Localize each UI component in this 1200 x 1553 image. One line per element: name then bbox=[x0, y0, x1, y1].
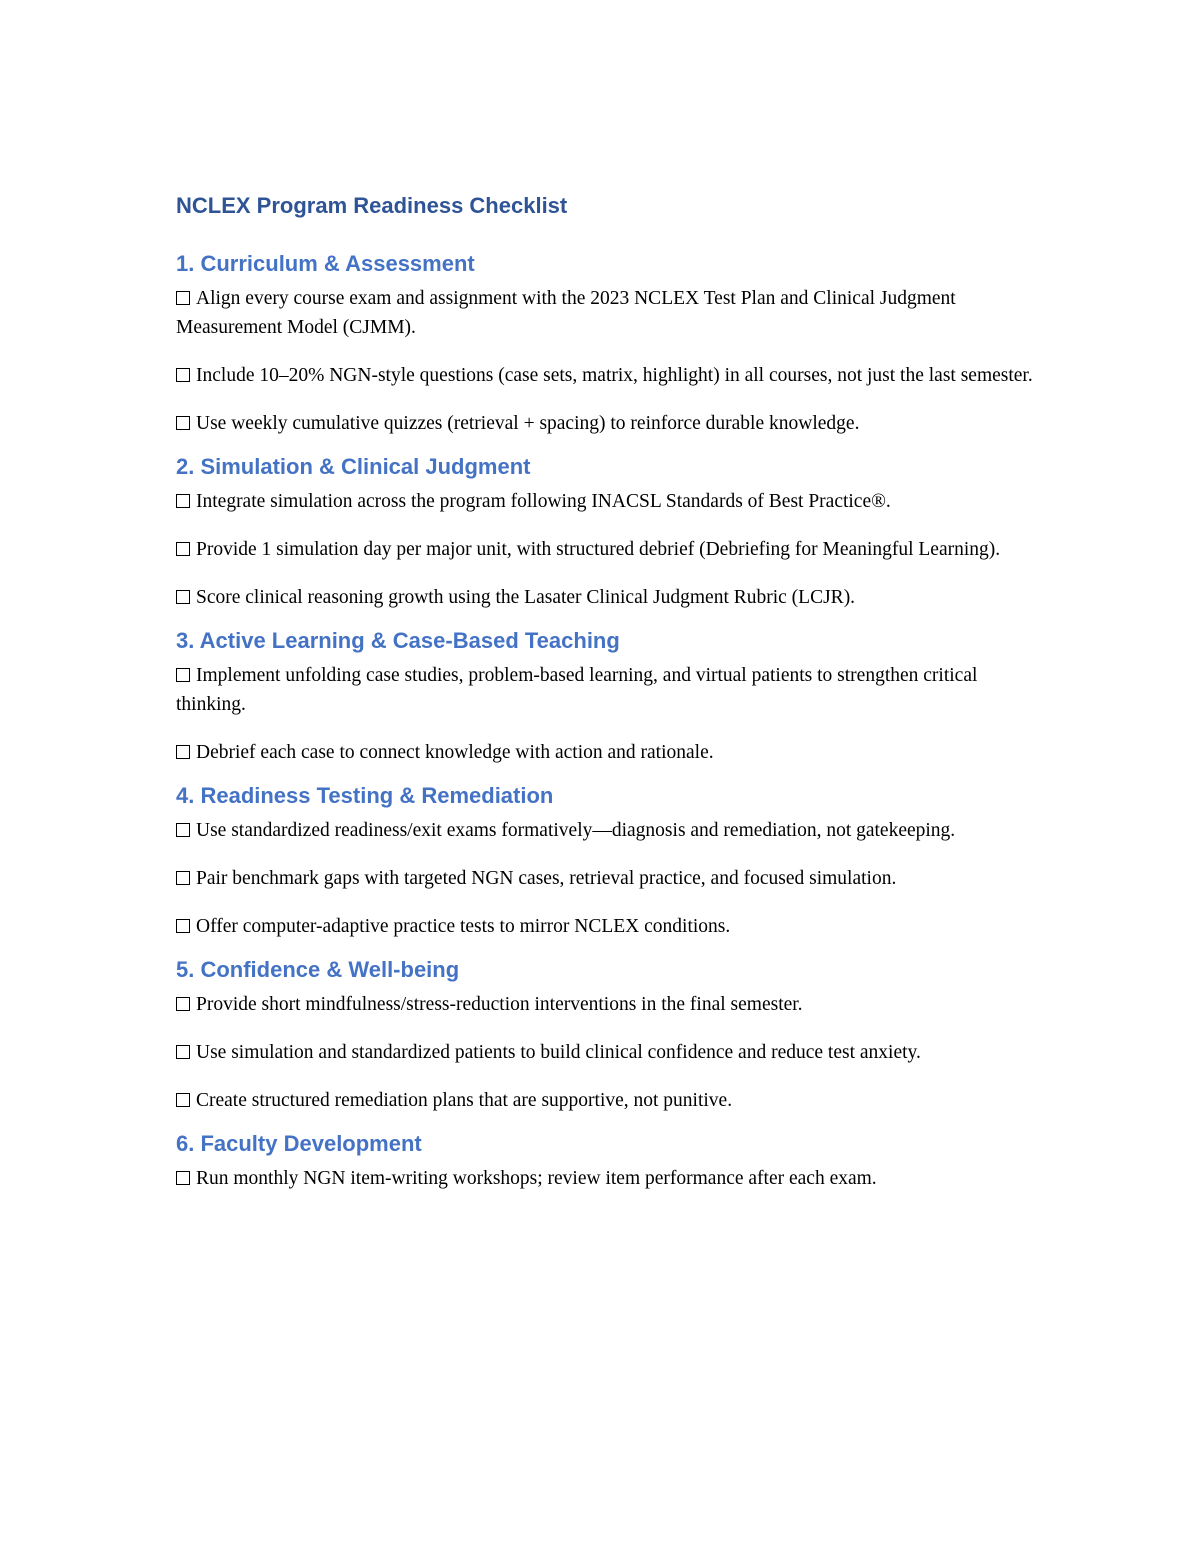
checkbox-icon[interactable] bbox=[176, 745, 190, 759]
checklist-item bbox=[176, 284, 1036, 342]
checklist-section bbox=[176, 250, 1036, 438]
checkbox-icon[interactable] bbox=[176, 291, 190, 305]
checkbox-icon[interactable] bbox=[176, 542, 190, 556]
checklist-item-text: Debrief each case to connect knowledge with action and rationale. bbox=[196, 742, 714, 763]
checklist-item bbox=[176, 1086, 1036, 1115]
section-heading: 6. Faculty Development bbox=[176, 1131, 422, 1156]
checklist-item bbox=[176, 487, 1036, 516]
checklist-item bbox=[176, 661, 1036, 719]
section-heading: 5. Confidence & Well-being bbox=[176, 957, 460, 982]
checklist-item bbox=[176, 409, 1036, 438]
section-heading: 3. Active Learning & Case-Based Teaching bbox=[176, 628, 620, 653]
checklist-item-text: Use weekly cumulative quizzes (retrieval + spacing) to reinforce durable knowledge. bbox=[196, 413, 860, 434]
document-title: NCLEX Program Readiness Checklist bbox=[176, 193, 568, 218]
checkbox-icon[interactable] bbox=[176, 668, 190, 682]
checkbox-icon[interactable] bbox=[176, 590, 190, 604]
checklist-item bbox=[176, 990, 1036, 1019]
checkbox-icon[interactable] bbox=[176, 416, 190, 430]
checklist-section bbox=[176, 627, 1036, 767]
checkbox-icon[interactable] bbox=[176, 823, 190, 837]
checklist-item bbox=[176, 361, 1036, 390]
checklist-item-text: Score clinical reasoning growth using the Lasater Clinical Judgment Rubric (LCJR). bbox=[196, 587, 856, 608]
checklist-item-text: Align every course exam and assignment with the 2023 NCLEX Test Plan and Clinical Judgment Measurement Model (CJMM). bbox=[176, 288, 956, 338]
checklist-item-text: Provide 1 simulation day per major unit, with structured debrief (Debriefing for Meaningful Learning). bbox=[196, 539, 1001, 560]
checklist-item bbox=[176, 738, 1036, 767]
checkbox-icon[interactable] bbox=[176, 871, 190, 885]
checklist-sections bbox=[176, 250, 1036, 1193]
checkbox-icon[interactable] bbox=[176, 1093, 190, 1107]
checklist-item-text: Use standardized readiness/exit exams formatively—diagnosis and remediation, not gatekeeping. bbox=[196, 820, 956, 841]
document-page bbox=[176, 192, 1036, 1208]
checklist-section bbox=[176, 782, 1036, 941]
checklist-item-text: Use simulation and standardized patients to build clinical confidence and reduce test anxiety. bbox=[196, 1042, 921, 1063]
checkbox-icon[interactable] bbox=[176, 997, 190, 1011]
checklist-item-text: Offer computer-adaptive practice tests to mirror NCLEX conditions. bbox=[196, 916, 731, 937]
checklist-item bbox=[176, 912, 1036, 941]
checklist-item bbox=[176, 1038, 1036, 1067]
checklist-item-text: Implement unfolding case studies, problem-based learning, and virtual patients to strengthen critical thinking. bbox=[176, 665, 978, 715]
checkbox-icon[interactable] bbox=[176, 494, 190, 508]
checklist-item-text: Provide short mindfulness/stress-reduction interventions in the final semester. bbox=[196, 994, 803, 1015]
checklist-item bbox=[176, 535, 1036, 564]
checklist-section bbox=[176, 956, 1036, 1115]
checklist-section bbox=[176, 1130, 1036, 1193]
checklist-item bbox=[176, 1164, 1036, 1193]
checklist-item bbox=[176, 583, 1036, 612]
checklist-item-text: Include 10–20% NGN-style questions (case sets, matrix, highlight) in all courses, not just the last semester. bbox=[196, 365, 1033, 386]
checklist-item-text: Pair benchmark gaps with targeted NGN cases, retrieval practice, and focused simulation. bbox=[196, 868, 897, 889]
checkbox-icon[interactable] bbox=[176, 1171, 190, 1185]
section-heading: 2. Simulation & Clinical Judgment bbox=[176, 454, 531, 479]
checkbox-icon[interactable] bbox=[176, 1045, 190, 1059]
checklist-item bbox=[176, 864, 1036, 893]
checkbox-icon[interactable] bbox=[176, 368, 190, 382]
section-heading: 4. Readiness Testing & Remediation bbox=[176, 783, 554, 808]
checklist-item-text: Run monthly NGN item-writing workshops; review item performance after each exam. bbox=[196, 1168, 877, 1189]
section-heading: 1. Curriculum & Assessment bbox=[176, 251, 475, 276]
checklist-item-text: Create structured remediation plans that are supportive, not punitive. bbox=[196, 1090, 733, 1111]
checklist-item bbox=[176, 816, 1036, 845]
checkbox-icon[interactable] bbox=[176, 919, 190, 933]
checklist-item-text: Integrate simulation across the program following INACSL Standards of Best Practice®. bbox=[196, 491, 891, 512]
checklist-section bbox=[176, 453, 1036, 612]
